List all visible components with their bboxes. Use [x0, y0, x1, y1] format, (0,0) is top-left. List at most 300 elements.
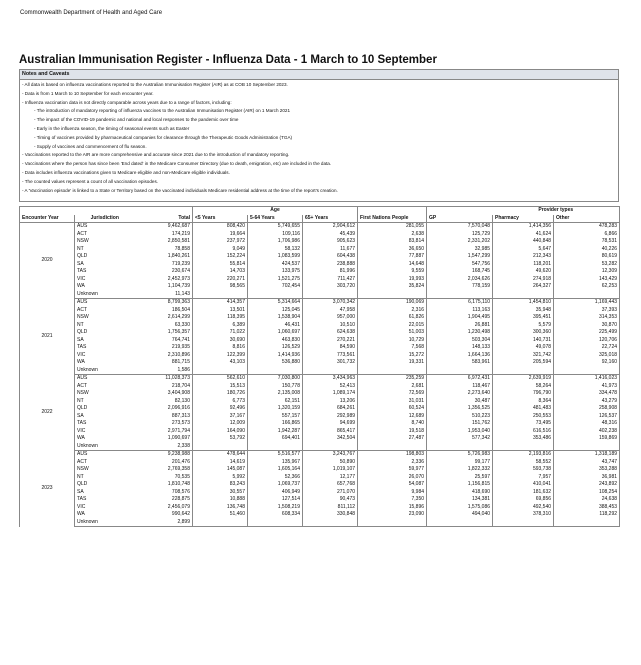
age-65-plus-cell — [303, 519, 358, 527]
age-5-64-cell: 127,514 — [248, 496, 303, 504]
other-cell: 478,283 — [554, 223, 620, 231]
age-65-plus-cell: 773,561 — [303, 352, 358, 360]
jurisdiction-cell: TAS — [77, 268, 87, 275]
jurisdiction-cell: QLD — [77, 481, 88, 488]
age-5-64-cell: 536,880 — [248, 359, 303, 367]
age-65-plus-cell: 271,070 — [303, 489, 358, 497]
gp-cell — [427, 443, 493, 451]
age-65-plus-cell — [303, 291, 358, 299]
age-5-64-cell — [248, 291, 303, 299]
note-line: - Vaccinations reported to the AIR are more comprehensive and accurate since 2021 due to the introduction of mandatory reporting. — [22, 152, 290, 158]
first-nations-cell: 9,984 — [358, 489, 427, 497]
under-5-cell: 30,690 — [193, 337, 248, 345]
under-5-cell: 237,972 — [193, 238, 248, 246]
other-cell: 126,537 — [554, 413, 620, 421]
jurisdiction-cell: NSW — [77, 238, 89, 245]
age-65-plus-cell: 330,848 — [303, 511, 358, 519]
table-row — [20, 511, 620, 519]
table-row — [20, 420, 620, 428]
first-nations-cell: 31,031 — [358, 398, 427, 406]
total-cell: 2,452,973 — [135, 276, 193, 284]
under-5-cell: 9,049 — [193, 246, 248, 254]
table-row — [20, 459, 620, 467]
other-cell — [554, 519, 620, 527]
col-header-65-plus: 65+ Years — [303, 215, 358, 223]
under-5-cell: 37,167 — [193, 413, 248, 421]
first-nations-cell — [358, 291, 427, 299]
age-5-64-cell: 1,508,219 — [248, 504, 303, 512]
age-5-64-cell: 5,749,655 — [248, 223, 303, 231]
under-5-cell — [193, 519, 248, 527]
other-cell: 388,453 — [554, 504, 620, 512]
first-nations-cell: 10,729 — [358, 337, 427, 345]
age-5-64-cell: 62,151 — [248, 398, 303, 406]
pharmacy-cell: 58,552 — [493, 459, 554, 467]
pharmacy-cell: 35,948 — [493, 307, 554, 315]
table-row — [20, 375, 620, 383]
pharmacy-cell: 49,620 — [493, 268, 554, 276]
jurisdiction-cell: WA — [77, 511, 85, 518]
notes-heading: Notes and Caveats — [20, 70, 618, 80]
under-5-cell — [193, 443, 248, 451]
table-row — [20, 398, 620, 406]
notes-and-caveats-panel — [19, 69, 619, 202]
note-line: - Supply of vaccines and commencement of flu season. — [34, 143, 147, 149]
first-nations-cell: 190,069 — [358, 299, 427, 307]
total-cell: 230,674 — [135, 268, 193, 276]
table-row — [20, 238, 620, 246]
age-5-64-cell — [248, 519, 303, 527]
age-5-64-cell: 1,060,697 — [248, 329, 303, 337]
table-row — [20, 246, 620, 254]
total-cell: 1,586 — [135, 367, 193, 375]
first-nations-cell: 54,087 — [358, 481, 427, 489]
jurisdiction-cell: ACT — [77, 230, 87, 237]
jurisdiction-cell: NSW — [77, 390, 89, 397]
pharmacy-cell: 181,632 — [493, 489, 554, 497]
age-65-plus-cell: 3,243,767 — [303, 451, 358, 459]
under-5-cell: 15,513 — [193, 383, 248, 391]
age-5-64-cell: 557,157 — [248, 413, 303, 421]
age-65-plus-cell: 905,623 — [303, 238, 358, 246]
age-5-64-cell: 5,516,577 — [248, 451, 303, 459]
under-5-cell: 122,399 — [193, 352, 248, 360]
other-cell: 12,309 — [554, 268, 620, 276]
under-5-cell: 118,395 — [193, 314, 248, 322]
other-cell: 402,238 — [554, 428, 620, 436]
other-cell: 1,318,189 — [554, 451, 620, 459]
under-5-cell: 10,888 — [193, 496, 248, 504]
table-row — [20, 474, 620, 482]
other-cell: 78,531 — [554, 238, 620, 246]
pharmacy-cell: 264,327 — [493, 283, 554, 291]
gp-cell: 151,762 — [427, 420, 493, 428]
under-5-cell: 43,103 — [193, 359, 248, 367]
encounter-year-cell: 2023 — [20, 451, 75, 527]
jurisdiction-cell: WA — [77, 283, 85, 290]
jurisdiction-cell: AUS — [77, 299, 88, 306]
gp-cell: 1,904,495 — [427, 314, 493, 322]
first-nations-cell: 8,740 — [358, 420, 427, 428]
first-nations-cell: 26,070 — [358, 474, 427, 482]
age-65-plus-cell: 657,768 — [303, 481, 358, 489]
gp-cell: 510,223 — [427, 413, 493, 421]
first-nations-cell: 281,055 — [358, 223, 427, 231]
age-65-plus-cell: 52,413 — [303, 383, 358, 391]
total-cell: 228,875 — [135, 496, 193, 504]
under-5-cell: 83,243 — [193, 481, 248, 489]
other-cell: 43,747 — [554, 459, 620, 467]
total-cell: 218,704 — [135, 383, 193, 391]
under-5-cell: 180,726 — [193, 390, 248, 398]
table-row — [20, 231, 620, 239]
encounter-year-cell: 2022 — [20, 375, 75, 451]
other-cell: 53,282 — [554, 261, 620, 269]
pharmacy-cell — [493, 291, 554, 299]
age-65-plus-cell: 13,206 — [303, 398, 358, 406]
first-nations-cell: 15,896 — [358, 504, 427, 512]
age-5-64-cell: 702,454 — [248, 283, 303, 291]
col-header-first-nations: First Nations People — [358, 215, 427, 223]
col-header-5-64: 5-64 Years — [248, 215, 303, 223]
other-cell: 92,160 — [554, 359, 620, 367]
col-header-under-5: <5 Years — [193, 215, 248, 223]
table-row — [20, 322, 620, 330]
table-row — [20, 367, 620, 375]
note-line: - Timing of vaccines provided by pharmaceutical companies for clearance through the Therapeutic Goods Administration (TGA) — [34, 134, 293, 140]
gp-cell: 1,575,086 — [427, 504, 493, 512]
other-cell: 40,226 — [554, 246, 620, 254]
jurisdiction-cell: AUS — [77, 375, 88, 382]
gp-cell: 125,729 — [427, 231, 493, 239]
first-nations-cell: 12,689 — [358, 413, 427, 421]
under-5-cell — [193, 291, 248, 299]
age-5-64-cell: 1,521,275 — [248, 276, 303, 284]
age-5-64-cell: 109,116 — [248, 231, 303, 239]
first-nations-cell: 51,003 — [358, 329, 427, 337]
under-5-cell: 6,773 — [193, 398, 248, 406]
first-nations-cell: 22,015 — [358, 322, 427, 330]
gp-cell: 6,972,431 — [427, 375, 493, 383]
first-nations-cell: 72,569 — [358, 390, 427, 398]
total-cell: 1,104,739 — [135, 283, 193, 291]
gp-cell: 5,726,983 — [427, 451, 493, 459]
pharmacy-cell: 41,624 — [493, 231, 554, 239]
other-cell: 334,478 — [554, 390, 620, 398]
age-5-64-cell — [248, 443, 303, 451]
table-row — [20, 519, 620, 527]
total-cell: 887,313 — [135, 413, 193, 421]
gp-cell: 26,881 — [427, 322, 493, 330]
note-line: - The introduction of mandatory reporting of influenza vaccines to the Australian Immunisation Register (AIR) on 1 March 2021 — [34, 108, 291, 114]
gp-cell: 113,163 — [427, 307, 493, 315]
other-cell — [554, 443, 620, 451]
jurisdiction-cell: TAS — [77, 344, 87, 351]
under-5-cell: 51,460 — [193, 511, 248, 519]
total-cell: 3,404,908 — [135, 390, 193, 398]
age-65-plus-cell: 957,000 — [303, 314, 358, 322]
jurisdiction-cell: NT — [77, 397, 84, 404]
other-cell: 225,499 — [554, 329, 620, 337]
pharmacy-cell: 321,742 — [493, 352, 554, 360]
total-cell: 82,130 — [135, 398, 193, 406]
age-65-plus-cell: 11,677 — [303, 246, 358, 254]
first-nations-cell: 61,826 — [358, 314, 427, 322]
jurisdiction-cell: VIC — [77, 427, 86, 434]
first-nations-cell: 2,316 — [358, 307, 427, 315]
total-cell: 2,614,299 — [135, 314, 193, 322]
total-cell: 186,504 — [135, 307, 193, 315]
table-row — [20, 337, 620, 345]
gp-cell: 7,570,048 — [427, 223, 493, 231]
table-row — [20, 489, 620, 497]
first-nations-cell: 198,803 — [358, 451, 427, 459]
table-row — [20, 451, 620, 459]
other-cell: 120,706 — [554, 337, 620, 345]
first-nations-cell: 235,259 — [358, 375, 427, 383]
age-65-plus-cell: 711,427 — [303, 276, 358, 284]
jurisdiction-cell: AUS — [77, 223, 88, 230]
under-5-cell: 478,644 — [193, 451, 248, 459]
total-cell: 273,573 — [135, 420, 193, 428]
gp-cell: 1,356,525 — [427, 405, 493, 413]
gp-cell: 168,745 — [427, 268, 493, 276]
age-65-plus-cell: 45,439 — [303, 231, 358, 239]
age-65-plus-cell: 292,989 — [303, 413, 358, 421]
gp-cell: 1,547,299 — [427, 253, 493, 261]
age-65-plus-cell: 3,434,963 — [303, 375, 358, 383]
other-cell: 37,393 — [554, 307, 620, 315]
age-65-plus-cell: 12,177 — [303, 474, 358, 482]
first-nations-cell: 60,524 — [358, 405, 427, 413]
total-cell: 219,935 — [135, 344, 193, 352]
under-5-cell: 53,792 — [193, 435, 248, 443]
gp-cell: 1,822,332 — [427, 466, 493, 474]
age-5-64-cell: 1,538,904 — [248, 314, 303, 322]
table-row — [20, 268, 620, 276]
age-65-plus-cell: 301,732 — [303, 359, 358, 367]
under-5-cell: 8,816 — [193, 344, 248, 352]
total-cell: 764,741 — [135, 337, 193, 345]
pharmacy-cell: 49,078 — [493, 344, 554, 352]
col-header-gp: GP — [427, 215, 493, 223]
age-65-plus-cell: 94,699 — [303, 420, 358, 428]
pharmacy-cell: 440,848 — [493, 238, 554, 246]
total-cell: 990,642 — [135, 511, 193, 519]
under-5-cell: 136,748 — [193, 504, 248, 512]
under-5-cell: 55,814 — [193, 261, 248, 269]
age-group-header: Age — [193, 207, 358, 215]
jurisdiction-cell: AUS — [77, 451, 88, 458]
age-5-64-cell: 1,069,737 — [248, 481, 303, 489]
pharmacy-cell: 593,738 — [493, 466, 554, 474]
other-cell: 43,279 — [554, 398, 620, 406]
jurisdiction-cell: NT — [77, 473, 84, 480]
pharmacy-cell: 410,041 — [493, 481, 554, 489]
pharmacy-cell: 212,343 — [493, 253, 554, 261]
table-row — [20, 435, 620, 443]
gp-cell — [427, 519, 493, 527]
gp-cell: 1,230,498 — [427, 329, 493, 337]
other-cell: 325,018 — [554, 352, 620, 360]
gp-cell: 1,953,040 — [427, 428, 493, 436]
total-cell: 11,143 — [135, 291, 193, 299]
under-5-cell: 98,565 — [193, 283, 248, 291]
first-nations-cell: 7,568 — [358, 344, 427, 352]
age-5-64-cell: 1,414,936 — [248, 352, 303, 360]
provider-types-group-header: Provider types — [493, 207, 620, 215]
total-cell: 9,238,988 — [135, 451, 193, 459]
table-row — [20, 359, 620, 367]
first-nations-cell: 77,887 — [358, 253, 427, 261]
gp-cell: 778,159 — [427, 283, 493, 291]
note-line: - Early in the influenza season, the timing of seasonal events such as Easter — [34, 125, 190, 131]
gp-cell: 118,467 — [427, 383, 493, 391]
table-row — [20, 253, 620, 261]
pharmacy-cell: 300,360 — [493, 329, 554, 337]
total-cell: 9,462,687 — [135, 223, 193, 231]
age-65-plus-cell: 270,221 — [303, 337, 358, 345]
first-nations-cell: 19,331 — [358, 359, 427, 367]
jurisdiction-cell: Unknown — [75, 443, 135, 451]
gp-cell: 2,034,626 — [427, 276, 493, 284]
first-nations-cell — [358, 519, 427, 527]
other-cell: 22,724 — [554, 344, 620, 352]
gp-cell: 1,664,136 — [427, 352, 493, 360]
other-cell: 353,288 — [554, 466, 620, 474]
pharmacy-cell: 7,957 — [493, 474, 554, 482]
table-row — [20, 314, 620, 322]
note-line: - The counted values represent a count of all vaccination episodes. — [22, 178, 159, 184]
pharmacy-cell: 118,201 — [493, 261, 554, 269]
jurisdiction-cell: VIC — [77, 503, 86, 510]
table-row — [20, 283, 620, 291]
age-5-64-cell: 1,320,159 — [248, 405, 303, 413]
first-nations-cell: 2,638 — [358, 231, 427, 239]
total-cell: 70,535 — [135, 474, 193, 482]
age-5-64-cell: 52,366 — [248, 474, 303, 482]
table-row — [20, 291, 620, 299]
first-nations-cell: 35,824 — [358, 283, 427, 291]
gp-cell — [427, 367, 493, 375]
age-5-64-cell: 135,967 — [248, 459, 303, 467]
under-5-cell: 19,664 — [193, 231, 248, 239]
table-row — [20, 466, 620, 474]
gp-cell: 547,756 — [427, 261, 493, 269]
under-5-cell: 152,224 — [193, 253, 248, 261]
pharmacy-cell: 5,647 — [493, 246, 554, 254]
pharmacy-cell: 353,486 — [493, 435, 554, 443]
age-65-plus-cell: 865,417 — [303, 428, 358, 436]
age-65-plus-cell: 1,089,174 — [303, 390, 358, 398]
table-row — [20, 344, 620, 352]
under-5-cell — [193, 367, 248, 375]
first-nations-cell — [358, 443, 427, 451]
jurisdiction-cell: QLD — [77, 329, 88, 336]
jurisdiction-cell: SA — [77, 488, 84, 495]
pharmacy-cell: 58,264 — [493, 383, 554, 391]
jurisdiction-cell: Unknown — [75, 291, 135, 299]
note-line: - All data is based on influenza vaccinations reported to the Australian Immunisation Register (AIR) as at COB 10 September 2023. — [22, 82, 288, 87]
age-5-64-cell: 1,706,986 — [248, 238, 303, 246]
total-cell: 174,219 — [135, 231, 193, 239]
table-row — [20, 329, 620, 337]
gp-cell: 148,133 — [427, 344, 493, 352]
pharmacy-cell: 395,451 — [493, 314, 554, 322]
age-5-64-cell: 2,135,008 — [248, 390, 303, 398]
gp-cell — [427, 291, 493, 299]
first-nations-cell: 23,090 — [358, 511, 427, 519]
pharmacy-cell: 2,193,816 — [493, 451, 554, 459]
department-name: Commonwealth Department of Health and Aged Care — [20, 10, 163, 16]
pharmacy-cell: 5,579 — [493, 322, 554, 330]
other-cell: 314,353 — [554, 314, 620, 322]
other-cell: 243,892 — [554, 481, 620, 489]
other-cell — [554, 291, 620, 299]
pharmacy-cell: 796,790 — [493, 390, 554, 398]
under-5-cell: 71,022 — [193, 329, 248, 337]
table-row — [20, 299, 620, 307]
age-5-64-cell: 7,030,800 — [248, 375, 303, 383]
other-cell — [554, 367, 620, 375]
under-5-cell: 414,357 — [193, 299, 248, 307]
table-row — [20, 390, 620, 398]
total-cell: 2,971,794 — [135, 428, 193, 436]
under-5-cell: 562,610 — [193, 375, 248, 383]
table-row — [20, 307, 620, 315]
jurisdiction-cell: NSW — [77, 466, 89, 473]
other-cell: 48,316 — [554, 420, 620, 428]
first-nations-cell: 59,977 — [358, 466, 427, 474]
first-nations-cell: 15,272 — [358, 352, 427, 360]
age-65-plus-cell — [303, 367, 358, 375]
pharmacy-cell: 492,540 — [493, 504, 554, 512]
under-5-cell: 12,009 — [193, 420, 248, 428]
age-65-plus-cell — [303, 443, 358, 451]
gp-cell: 6,175,110 — [427, 299, 493, 307]
jurisdiction-cell: QLD — [77, 405, 88, 412]
age-5-64-cell: 126,529 — [248, 344, 303, 352]
gp-cell: 503,304 — [427, 337, 493, 345]
pharmacy-cell: 69,856 — [493, 496, 554, 504]
pharmacy-cell: 1,454,810 — [493, 299, 554, 307]
first-nations-cell: 27,487 — [358, 435, 427, 443]
total-cell: 63,330 — [135, 322, 193, 330]
table-row — [20, 504, 620, 512]
col-header-other: Other — [554, 215, 620, 223]
age-5-64-cell: 58,132 — [248, 246, 303, 254]
col-header-pharmacy: Pharmacy — [493, 215, 554, 223]
other-cell: 36,981 — [554, 474, 620, 482]
table-row — [20, 223, 620, 231]
age-65-plus-cell: 90,473 — [303, 496, 358, 504]
total-cell: 2,456,079 — [135, 504, 193, 512]
first-nations-cell: 2,681 — [358, 383, 427, 391]
other-cell: 30,870 — [554, 322, 620, 330]
total-cell: 1,810,748 — [135, 481, 193, 489]
age-5-64-cell: 463,830 — [248, 337, 303, 345]
pharmacy-cell: 8,364 — [493, 398, 554, 406]
under-5-cell: 5,992 — [193, 474, 248, 482]
other-cell: 118,292 — [554, 511, 620, 519]
jurisdiction-cell: ACT — [77, 382, 87, 389]
table-row — [20, 443, 620, 451]
other-cell: 80,619 — [554, 253, 620, 261]
gp-cell: 1,156,815 — [427, 481, 493, 489]
age-65-plus-cell: 604,438 — [303, 253, 358, 261]
jurisdiction-cell: VIC — [77, 275, 86, 282]
jurisdiction-cell: ACT — [77, 458, 87, 465]
